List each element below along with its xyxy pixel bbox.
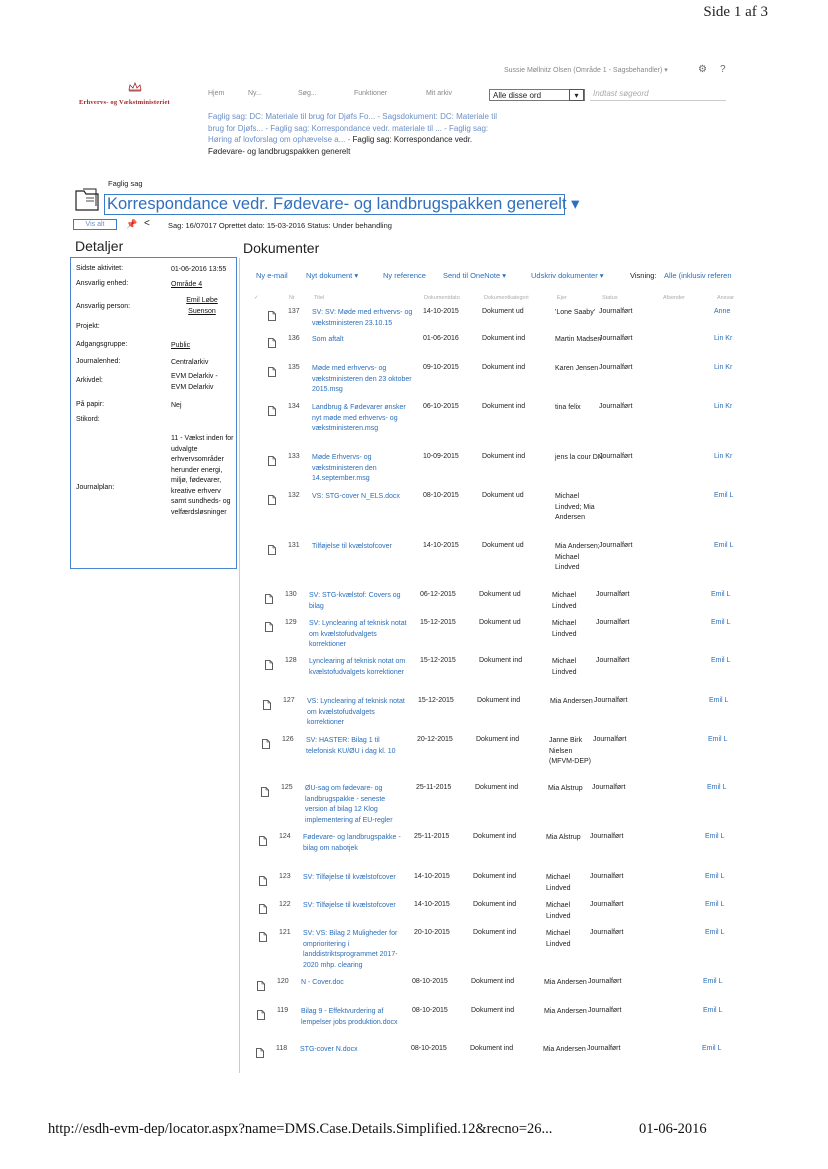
doc-title-link[interactable]: Tilføjelse til kvælstofcover: [312, 543, 392, 550]
doc-status: Journalført: [590, 873, 624, 880]
doc-title-link[interactable]: Møde Erhvervs- og vækstministeren den 14.september.msg: [312, 454, 377, 482]
doc-responsible[interactable]: Emil L: [702, 1045, 722, 1052]
doc-owner: Michael Lindved: [546, 930, 571, 948]
doc-date: 15-12-2015: [420, 657, 456, 664]
doc-owner: Michael Lindved: [552, 620, 577, 638]
document-icon[interactable]: [265, 619, 273, 629]
doc-status: Journalført: [596, 591, 630, 598]
doc-date: 20-10-2015: [414, 929, 450, 936]
detail-label: Adgangsgruppe:: [76, 341, 128, 348]
document-icon[interactable]: [268, 453, 276, 463]
doc-status: Journalført: [594, 697, 628, 704]
breadcrumb-item[interactable]: Faglig sag: DC: Materiale til brug for Djøfs Fo...: [208, 112, 376, 121]
doc-responsible[interactable]: Emil L: [705, 833, 725, 840]
doc-number: 120: [277, 978, 289, 985]
doc-number: 135: [288, 364, 300, 371]
doc-number: 131: [288, 542, 300, 549]
document-icon[interactable]: [261, 784, 269, 794]
doc-number: 121: [279, 929, 291, 936]
col-header-responsible[interactable]: Ansvar: [717, 295, 735, 301]
doc-number: 123: [279, 873, 291, 880]
doc-status: Journalført: [590, 929, 624, 936]
document-icon[interactable]: [257, 978, 265, 988]
doc-category: Dokument ind: [471, 978, 515, 985]
doc-title-link[interactable]: SV: HASTER: Bilag 1 til telefonisk KU/ØU i dag kl. 10: [306, 737, 396, 755]
doc-number: 125: [281, 784, 293, 791]
doc-status: Journalført: [599, 453, 633, 460]
detail-label: Sidste aktivitet:: [76, 265, 124, 272]
doc-owner: Michael Lindved: [552, 658, 577, 676]
doc-title-link[interactable]: STG-cover N.docx: [300, 1046, 358, 1053]
doc-status: Journalført: [587, 1045, 621, 1052]
document-icon[interactable]: [259, 833, 267, 843]
doc-responsible[interactable]: Emil L: [708, 736, 728, 743]
breadcrumb-item[interactable]: Faglig sag: Høring af lovforslag om ophævelse a...: [208, 123, 489, 144]
search-scope-select[interactable]: Alle disse ord: [489, 89, 585, 101]
doc-number: 133: [288, 453, 300, 460]
breadcrumb-item[interactable]: Sagsdokument: DC: Materiale til brug for Djøfs...: [208, 112, 497, 133]
doc-owner: Mia Alstrup: [546, 834, 581, 841]
detail-label: Ansvarlig enhed:: [76, 280, 129, 287]
doc-responsible[interactable]: Anne: [714, 308, 731, 315]
document-icon[interactable]: [265, 591, 273, 601]
doc-number: 136: [288, 335, 300, 342]
doc-category: Dokument ind: [473, 901, 517, 908]
document-icon[interactable]: [265, 657, 273, 667]
nav-my-archive[interactable]: Mit arkiv: [426, 90, 453, 97]
doc-category: Dokument ud: [482, 308, 524, 315]
doc-responsible[interactable]: Emil L: [705, 901, 725, 908]
doc-title-link[interactable]: VS: STG-cover N_ELS.docx: [312, 493, 400, 500]
doc-responsible[interactable]: Emil L: [711, 591, 731, 598]
details-panel: [70, 257, 237, 569]
document-icon[interactable]: [268, 492, 276, 502]
doc-category: Dokument ind: [482, 403, 526, 410]
doc-category: Dokument ud: [479, 619, 521, 626]
doc-date: 14-10-2015: [414, 901, 450, 908]
doc-title-link[interactable]: Bilag 9 - Effektvurdering af lempelser jobs produktion.docx: [301, 1008, 398, 1026]
doc-owner: Mia Andersen: [544, 1008, 587, 1015]
doc-owner: 'Lone Saaby': [555, 309, 596, 316]
doc-number: 128: [285, 657, 297, 664]
doc-number: 126: [282, 736, 294, 743]
doc-title-link[interactable]: SV: STG-kvælstof: Covers og bilag: [309, 592, 401, 610]
detail-value-link[interactable]: Emil Løbe Suenson: [186, 297, 218, 315]
doc-responsible[interactable]: Emil L: [705, 929, 725, 936]
doc-category: Dokument ind: [473, 929, 517, 936]
col-header-nr[interactable]: Nr: [289, 295, 295, 301]
detail-label: Journalplan:: [76, 484, 115, 491]
column-divider: [239, 258, 240, 1073]
doc-category: Dokument ud: [482, 542, 524, 549]
share-icon[interactable]: <: [144, 218, 150, 229]
doc-date: 08-10-2015: [412, 978, 448, 985]
detail-value: 01-06-2016 13:55: [171, 266, 227, 273]
doc-owner: Mia Andersen: [550, 698, 593, 705]
breadcrumb-current: Faglig sag: Korrespondance vedr. Fødevare- og landbrugspakken generelt: [208, 135, 473, 156]
doc-number: 118: [276, 1045, 288, 1052]
doc-date: 06-10-2015: [423, 403, 459, 410]
doc-title-link[interactable]: SV: Tilføjelse til kvælstofcover: [303, 874, 396, 881]
documents-heading: Dokumenter: [243, 240, 320, 256]
doc-owner: Michael Lindved: [552, 592, 577, 610]
doc-date: 14-10-2015: [414, 873, 450, 880]
doc-status: Journalført: [588, 978, 622, 985]
doc-category: Dokument ind: [473, 873, 517, 880]
doc-title-link[interactable]: SV: Lynclearing af teknisk notat om kvælstofudvalgets korrektioner: [309, 620, 407, 648]
doc-status: Journalført: [599, 335, 633, 342]
doc-status: Journalført: [596, 657, 630, 664]
print-documents-button[interactable]: Udskriv dokumenter ▾: [531, 271, 604, 280]
doc-title-link[interactable]: Landbrug & Fødevarer ønsker nyt møde med erhvervs- og vækstministeren.msg: [312, 404, 406, 432]
doc-date: 25-11-2015: [414, 833, 450, 840]
detail-label: Journalenhed:: [76, 358, 121, 365]
doc-number: 134: [288, 403, 300, 410]
document-icon[interactable]: [268, 335, 276, 345]
detail-value: EVM Delarkiv - EVM Delarkiv: [171, 373, 218, 391]
document-icon[interactable]: [259, 929, 267, 939]
detail-label: Arkivdel:: [76, 377, 103, 384]
doc-status: Journalført: [592, 784, 626, 791]
case-title-text: Korrespondance vedr. Fødevare- og landbrugspakken generelt: [107, 195, 567, 213]
send-to-onenote-button[interactable]: Send til OneNote ▾: [443, 271, 506, 280]
doc-owner: Mia Andersen: [543, 1046, 586, 1053]
doc-date: 10-09-2015: [423, 453, 459, 460]
doc-responsible[interactable]: Lin Kr: [714, 453, 733, 460]
nav-home[interactable]: Hjem: [208, 90, 225, 97]
detail-label: På papir:: [76, 401, 105, 408]
doc-status: Journalført: [599, 542, 633, 549]
doc-category: Dokument ud: [482, 492, 524, 499]
search-input[interactable]: Indtast søgeord: [590, 89, 726, 101]
doc-responsible[interactable]: Emil L: [705, 873, 725, 880]
doc-number: 129: [285, 619, 297, 626]
details-heading: Detaljer: [75, 238, 124, 254]
case-folder-icon: [74, 186, 104, 212]
doc-responsible[interactable]: Emil L: [703, 1007, 723, 1014]
detail-value: 11 - Vækst inden for udvalgte erhvervsområder herunder energi, miljø, fødevarer, kreative erhverv samt sundheds- og velfærdsløsninger: [171, 435, 234, 516]
document-icon[interactable]: [268, 308, 276, 318]
doc-category: Dokument ind: [470, 1045, 514, 1052]
doc-category: Dokument ind: [482, 364, 526, 371]
doc-date: 08-10-2015: [411, 1045, 447, 1052]
doc-category: Dokument ind: [475, 784, 519, 791]
col-header-select[interactable]: ✓: [254, 295, 259, 301]
document-icon[interactable]: [268, 403, 276, 413]
col-header-date[interactable]: Dokumentdato: [424, 295, 460, 301]
doc-number: 127: [283, 697, 295, 704]
doc-status: Journalført: [599, 364, 633, 371]
doc-category: Dokument ud: [479, 591, 521, 598]
doc-responsible[interactable]: Lin Kr: [714, 335, 733, 342]
detail-value-link[interactable]: Område 4: [171, 281, 203, 288]
doc-status: Journalført: [599, 308, 633, 315]
footer-url: http://esdh-evm-dep/locator.aspx?name=DMS.Case.Details.Simplified.12&recno=26...: [48, 1121, 553, 1137]
detail-label: Projekt:: [76, 323, 100, 330]
detail-label: Stikord:: [76, 416, 100, 423]
doc-number: 124: [279, 833, 291, 840]
document-icon[interactable]: [262, 736, 270, 746]
doc-category: Dokument ind: [476, 736, 520, 743]
doc-date: 06-12-2015: [420, 591, 456, 598]
doc-responsible[interactable]: Lin Kr: [714, 364, 733, 371]
doc-owner: jens la cour DN: [555, 454, 603, 461]
doc-status: Journalført: [596, 619, 630, 626]
doc-date: 08-10-2015: [412, 1007, 448, 1014]
doc-owner: Mia Andersen; Michael Lindved: [555, 543, 600, 571]
doc-responsible[interactable]: Emil L: [714, 542, 734, 549]
col-header-status[interactable]: Status: [602, 295, 618, 301]
doc-category: Dokument ind: [482, 335, 526, 342]
doc-responsible[interactable]: Emil L: [714, 492, 734, 499]
doc-date: 20-12-2015: [417, 736, 453, 743]
doc-title-link[interactable]: SV: SV: Møde med erhvervs- og vækstministeren 23.10.15: [312, 309, 413, 327]
view-label: Visning:: [630, 271, 657, 280]
doc-owner: tina felix: [555, 404, 581, 411]
doc-date: 14-10-2015: [423, 308, 459, 315]
doc-date: 15-12-2015: [418, 697, 454, 704]
logo[interactable]: Erhvervs- og Vækstministeriet: [79, 99, 170, 106]
doc-title-link[interactable]: ØU-sag om fødevare- og landbrugspakke - seneste version af bilag 12 Klog implementering af EU-regler: [305, 785, 393, 824]
pin-icon[interactable]: 📌: [126, 219, 138, 229]
doc-responsible[interactable]: Emil L: [711, 619, 731, 626]
detail-label: Ansvarlig person:: [76, 303, 131, 310]
doc-title-link[interactable]: N - Cover.doc: [301, 979, 344, 986]
case-title[interactable]: Korrespondance vedr. Fødevare- og landbrugspakken generelt ▾: [104, 194, 565, 215]
doc-number: 137: [288, 308, 300, 315]
doc-category: Dokument ind: [479, 657, 523, 664]
breadcrumb: Faglig sag: DC: Materiale til brug for Djøfs Fo... - Sagsdokument: DC: Materiale til brug for Djøfs... - Faglig sag: Korrespondance vedr. materiale til ... - Faglig sag: Høring af lovforslag om ophævelse a... - Faglig sag: Korrespondance vedr. Fødevare- og landbrugspakken generelt: [208, 112, 497, 156]
help-icon[interactable]: ?: [720, 64, 726, 75]
user-menu[interactable]: Sussie Møllnitz Olsen (Område 1 - Sagsbehandler) ▾: [504, 67, 668, 74]
doc-date: 01-06-2016: [423, 335, 459, 342]
new-reference-button[interactable]: Ny reference: [383, 271, 426, 280]
doc-date: 08-10-2015: [423, 492, 459, 499]
doc-number: 130: [285, 591, 297, 598]
doc-status: Journalført: [599, 403, 633, 410]
detail-value-link[interactable]: Public: [171, 342, 191, 349]
col-header-owner[interactable]: Ejer: [557, 295, 567, 301]
chevron-down-icon[interactable]: ▾: [569, 89, 584, 101]
doc-responsible[interactable]: Emil L: [703, 978, 723, 985]
col-header-sender[interactable]: Afsender: [663, 295, 686, 301]
document-icon[interactable]: [256, 1045, 264, 1055]
doc-status: Journalført: [590, 901, 624, 908]
nav-functions[interactable]: Funktioner: [354, 90, 388, 97]
doc-responsible[interactable]: Emil L: [707, 784, 727, 791]
doc-date: 14-10-2015: [423, 542, 459, 549]
breadcrumb-item[interactable]: Faglig sag: Korrespondance vedr. materiale til ...: [270, 123, 442, 133]
gear-icon[interactable]: ⚙: [698, 64, 707, 75]
doc-date: 09-10-2015: [423, 364, 459, 371]
doc-title-link[interactable]: VS: Lynclearing af teknisk notat om kvælstofudvalgets korrektioner: [307, 698, 405, 726]
doc-date: 25-11-2015: [416, 784, 452, 791]
footer-date: 01-06-2016: [639, 1121, 707, 1137]
case-meta: Sag: 16/07017 Oprettet dato: 15-03-2016 Status: Under behandling: [168, 221, 392, 230]
page-label: Side 1 af 3: [703, 4, 768, 20]
col-header-category[interactable]: Dokumentkategori: [484, 295, 529, 301]
doc-responsible[interactable]: Lin Kr: [714, 403, 733, 410]
view-all-button[interactable]: Vis alt: [73, 219, 117, 230]
doc-status: Journalført: [588, 1007, 622, 1014]
doc-category: Dokument ind: [482, 453, 526, 460]
case-type-label: Faglig sag: [108, 179, 143, 188]
doc-owner: Michael Lindved; Mia Andersen: [555, 493, 595, 521]
doc-status: Journalført: [593, 736, 627, 743]
view-select[interactable]: Alle (inklusiv referen: [664, 271, 732, 280]
doc-title-link[interactable]: SV: Tilføjelse til kvælstofcover: [303, 902, 396, 909]
doc-date: 15-12-2015: [420, 619, 456, 626]
doc-owner: Mia Alstrup: [548, 785, 583, 792]
doc-status: Journalført: [590, 833, 624, 840]
crown-icon: [128, 82, 142, 92]
doc-title-link[interactable]: Fødevare- og landbrugspakke - bilag om nabotjek: [303, 834, 401, 852]
document-icon[interactable]: [268, 542, 276, 552]
doc-title-link[interactable]: Lynclearing af teknisk notat om kvælstofudvalgets korrektioner: [309, 658, 406, 676]
doc-owner: Michael Lindved: [546, 902, 571, 920]
document-icon[interactable]: [257, 1007, 265, 1017]
doc-responsible[interactable]: Emil L: [711, 657, 731, 664]
new-email-button[interactable]: Ny e-mail: [256, 271, 288, 280]
document-icon[interactable]: [268, 364, 276, 374]
doc-number: 132: [288, 492, 300, 499]
document-icon[interactable]: [259, 901, 267, 911]
detail-value: Nej: [171, 402, 182, 409]
doc-number: 122: [279, 901, 291, 908]
document-icon[interactable]: [259, 873, 267, 883]
detail-value: Centralarkiv: [171, 359, 209, 366]
doc-category: Dokument ind: [473, 833, 517, 840]
doc-responsible[interactable]: Emil L: [709, 697, 729, 704]
doc-owner: Mia Andersen: [544, 979, 587, 986]
doc-owner: Karen Jensen: [555, 365, 599, 372]
document-icon[interactable]: [263, 697, 271, 707]
doc-owner: Michael Lindved: [546, 874, 571, 892]
doc-category: Dokument ind: [477, 697, 521, 704]
new-document-button[interactable]: Nyt dokument ▾: [306, 271, 359, 280]
doc-category: Dokument ind: [471, 1007, 515, 1014]
doc-title-link[interactable]: SV: VS: Bilag 2 Muligheder for omprioritering i landdistriktsprogrammet 2017-2020 mhp. clearing: [303, 930, 398, 969]
doc-title-link[interactable]: Som aftalt: [312, 336, 344, 343]
nav-new[interactable]: Ny...: [248, 90, 262, 97]
col-header-title[interactable]: Titel: [314, 295, 325, 301]
nav-search[interactable]: Søg...: [298, 90, 317, 97]
doc-owner: Martin Madsen: [555, 336, 602, 343]
doc-number: 119: [277, 1007, 289, 1014]
doc-title-link[interactable]: Møde med erhvervs- og vækstministeren den 23 oktober 2015.msg: [312, 365, 412, 393]
doc-owner: Janne Birk Nielsen (MFVM-DEP): [549, 737, 591, 765]
